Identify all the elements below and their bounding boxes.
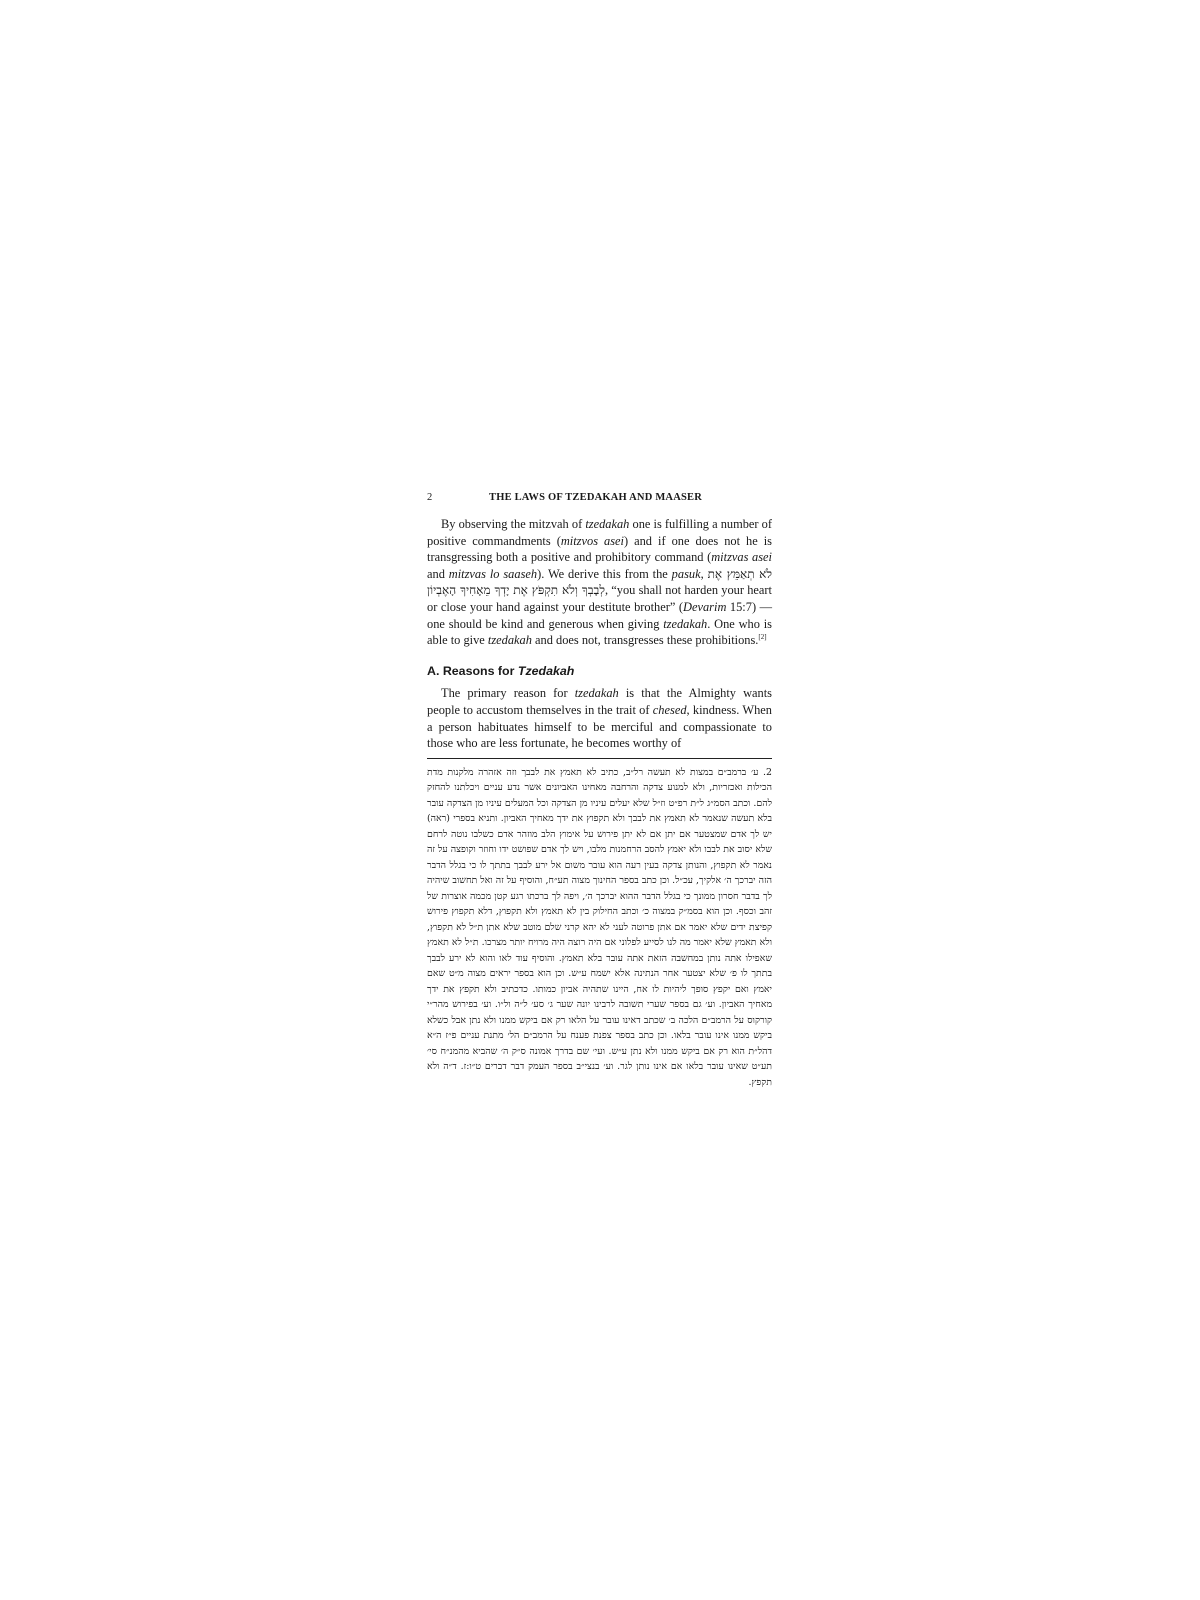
text-span: one is fulfilling a number of positive commandments ( — [427, 517, 772, 548]
text-span: and does not, transgresses these prohibitions. — [531, 633, 759, 648]
text-span: is that the Almighty wants people to accustom themselves in the trait of — [427, 686, 772, 717]
book-page — [427, 490, 772, 1090]
text-span: . One who is able to give — [427, 616, 772, 648]
italic-term: chesed — [652, 702, 687, 717]
italic-term: mitzvas asei — [711, 550, 773, 565]
italic-term: tzedakah — [663, 616, 708, 631]
italic-term: mitzvas lo saaseh — [448, 566, 538, 581]
running-title: THE LAWS OF TZEDAKAH AND MAASER — [489, 492, 703, 503]
italic-term: tzedakah — [487, 633, 532, 648]
paragraph-intro — [427, 516, 772, 649]
heading-text: A. Reasons for — [427, 663, 518, 678]
italic-term: mitzvos asei — [560, 533, 624, 548]
italic-term: pasuk — [671, 566, 701, 581]
text-span: ). We derive this from the — [537, 566, 672, 581]
italic-term: tzedakah — [585, 517, 630, 531]
text-span: 15:7) — one should be kind and generous when giving — [427, 599, 772, 631]
text-span: , — [700, 566, 708, 581]
text-span: ) and if one does not he is transgressing both a positive and prohibitory command ( — [427, 533, 773, 565]
italic-term: Devarim — [683, 599, 727, 614]
running-head — [427, 490, 772, 508]
main-text — [427, 516, 772, 752]
paragraph-reasons — [427, 685, 772, 751]
footnote-divider — [427, 758, 772, 759]
page-number: 2 — [427, 492, 433, 503]
text-span: , “you shall not harden your heart or close your hand against your destitute brother” ( — [427, 583, 772, 614]
italic-term: tzedakah — [574, 686, 619, 701]
section-heading — [427, 663, 772, 680]
text-span: By observing the mitzvah of — [441, 517, 586, 531]
hebrew-verse: לֹא תְאַמֵּץ אֶת לְבָבְךָ וְלֹא תִקְפֹּץ אֶת יָדְךָ מֵאָחִיךָ הָאֶבְיוֹן — [427, 566, 772, 598]
text-span: The primary reason for — [441, 686, 575, 701]
footnote-hebrew: 2. ע׳ ברמב״ם במצות לא תעשה רל״ב, כתיב לא תאמץ את לבבך וזה אזהרה מלקנות מדת הכילות ואכזריות, ולא למנוע צדקה והרחבה מאחינו האביונים אשר נדע עניים ויכלתנו להחזק להם. וכתב הסמ״ג ל״ת רפ״ט וז״ל שלא יעלים עיניו מן הצדקה וכל המעלים עיניו מן הצדקה עובר בלא תעשה שנאמר לא תאמץ את לבבך ולא תקפוץ את ידך מאחיך האביון. ותניא בספרי (ראה) יש לך אדם שמצטער אם יתן אם לא יתן פירוש על אימוץ הלב מוזהר אדם כשלבו נוטה לרחם שלא יסוב את לבבו ולא יאמץ להסב הרחמנות מלבו, ויש לך אדם שפושט ידו וחוזר וקופצה על זה נאמר לא תקפוץ, והנותן צדקה בעין רעה הוא עובר משום אל ירע לבבך בתתך לו כי בגלל הדבר הזה יברכך ה׳ אלקיך, עכ״ל. וכן כתב בספר החינוך מצוה תע״ח, והוסיף על זה ואל תחשוב שיהיה לך בדבר חסרון ממונך כי בגלל הדבר ההוא יברכך ה׳, ויפה לך ברכתו רגע קטן מכמה אוצרות של זהב וכסף. וכן הוא בסמ״ק במצוה כ׳ וכתב החילוק בין לא תאמץ ולא תקפוץ, דלא תקפוץ פירוש קפיצת ידים שלא יאמר אם אתן פרוטה לעני לא יהא קרני שלם מוטב שלא אתן ת״ל לא תקפוץ, ולא תאמץ שלא יאמר מה לנו לסייע לפלוני אם היה רוצה היה מרויח יותר מצרכו. ת״ל לא תאמץ שאפילו אתה נותן במחשבה הזאת אתה עובר בלא תאמץ. והוסיף עוד לאו והוא לא ירע לבבך בתתך לו פ׳ שלא יצטער אחר הנתינה אלא ישמח ע״ש. וכן הוא בספר יראים מצוה מ״ט שאם יאמץ ואם יקפץ סופך ליהיות לו אח, היינו שתהיה אביון כמותו. כדכתיב ולא תקפץ את ידך מאחיך האביון. וע׳ גם בספר שערי תשובה לרבינו יונה שער ג׳ סע׳ ל״ה ול״ו. וע׳ בפירוש מהר״י קורקוס על הרמב״ם הלכה ב׳ שכתב דאינו עובר על הלאו רק אם ביקש ממנו ולא נתן אבל כשלא ביקש ממנו אינו עובר בלאו. וכן כתב בספר צפנת פענח על הרמב״ם הל׳ מתנת עניים פ״ז ה״א דהל״ת הוא רק אם ביקש ממנו ולא נתן ע״ש. ועי׳ שם בדרך אמונה ס״ק ה׳ שהביא מהמנ״ח סי׳ תע״ט שאינו עובר בלאו אם אינו נותן לגר. וע׳ בנצי״ב בספר העמק דבר דברים ט״ו:ז. ד״ה ולא תקפץ. — [427, 766, 772, 1088]
footnote-reference[interactable]: [2] — [758, 633, 767, 642]
heading-italic: Tzedakah — [517, 663, 575, 678]
text-span: and — [427, 566, 449, 581]
text-span: , kindness. When a person habituates himself to be merciful and compassionate to those who are less fortunate, he becomes worthy of — [427, 702, 772, 751]
